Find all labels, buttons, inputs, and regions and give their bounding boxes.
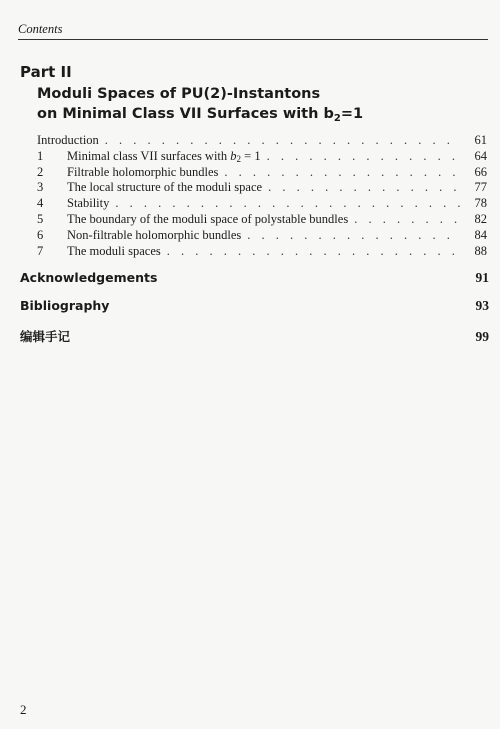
toc-entry-page: 88 — [474, 243, 487, 258]
toc-entry-editor-notes[interactable] — [20, 327, 489, 345]
leader-dots — [105, 133, 461, 148]
toc-entry-title: Introduction — [37, 133, 99, 147]
chapter-title: 编辑手记 — [20, 329, 71, 344]
section-number: 2 — [37, 164, 44, 179]
section-number: 7 — [37, 243, 44, 258]
leader-dots — [224, 165, 461, 180]
toc-entry-title: The local structure of the moduli space — [67, 180, 263, 195]
section-number: 1 — [37, 148, 44, 163]
leader-dots — [167, 244, 461, 259]
page-number: 2 — [20, 702, 27, 717]
toc-entry-introduction[interactable] — [37, 133, 487, 149]
part-title — [37, 84, 363, 129]
toc-entry-title: Non-filtrable holomorphic bundles — [67, 227, 242, 242]
toc-entry-section-3[interactable] — [37, 180, 487, 196]
toc-entry-page: 84 — [474, 227, 487, 242]
toc-entry-page: 78 — [474, 196, 487, 211]
toc-entry-page: 64 — [474, 148, 487, 163]
table-of-contents — [37, 133, 487, 259]
section-number: 3 — [37, 180, 44, 195]
chapter-page: 91 — [475, 270, 489, 285]
part-title-line-2: on Minimal Class VII Surfaces with $b_2=1$ — [37, 106, 364, 124]
running-header — [18, 22, 488, 40]
toc-entry-title: Stability — [67, 196, 110, 211]
leader-dots — [268, 180, 461, 195]
chapter-page: 93 — [475, 298, 489, 313]
toc-entry-page: 77 — [474, 180, 487, 195]
toc-entry-page: 66 — [474, 164, 487, 179]
running-title: Contents — [18, 22, 63, 36]
toc-entry-title: Minimal class VII surfaces with $b_2 = 1$ — [67, 148, 261, 164]
part-label: Part II — [20, 63, 72, 81]
toc-entry-title: Filtrable holomorphic bundles — [67, 164, 219, 179]
toc-entry-acknowledgements[interactable] — [20, 270, 489, 286]
section-number: 5 — [37, 211, 44, 226]
toc-entry-section-4[interactable] — [37, 196, 487, 212]
leader-dots — [354, 212, 461, 227]
section-number: 6 — [37, 227, 44, 242]
toc-entry-page: 82 — [474, 211, 487, 226]
chapter-title: Bibliography — [20, 298, 110, 313]
section-number: 4 — [37, 196, 44, 211]
leader-dots — [247, 228, 461, 243]
toc-entry-section-1[interactable] — [37, 149, 487, 165]
toc-entry-section-7[interactable] — [37, 244, 487, 260]
toc-entry-bibliography[interactable] — [20, 298, 489, 314]
chapter-page: 99 — [475, 329, 489, 344]
chapter-title: Acknowledgements — [20, 270, 158, 285]
toc-entry-section-2[interactable] — [37, 165, 487, 181]
leader-dots — [267, 149, 461, 164]
leader-dots — [115, 196, 461, 211]
toc-entry-title: The boundary of the moduli space of polystable bundles — [67, 211, 349, 226]
toc-entry-page: 61 — [474, 133, 487, 147]
toc-entry-section-6[interactable] — [37, 228, 487, 244]
part-title-line-1: Moduli Spaces of PU(2)-Instantons — [37, 86, 321, 102]
toc-entry-title: The moduli spaces — [67, 243, 161, 258]
toc-entry-section-5[interactable] — [37, 212, 487, 228]
